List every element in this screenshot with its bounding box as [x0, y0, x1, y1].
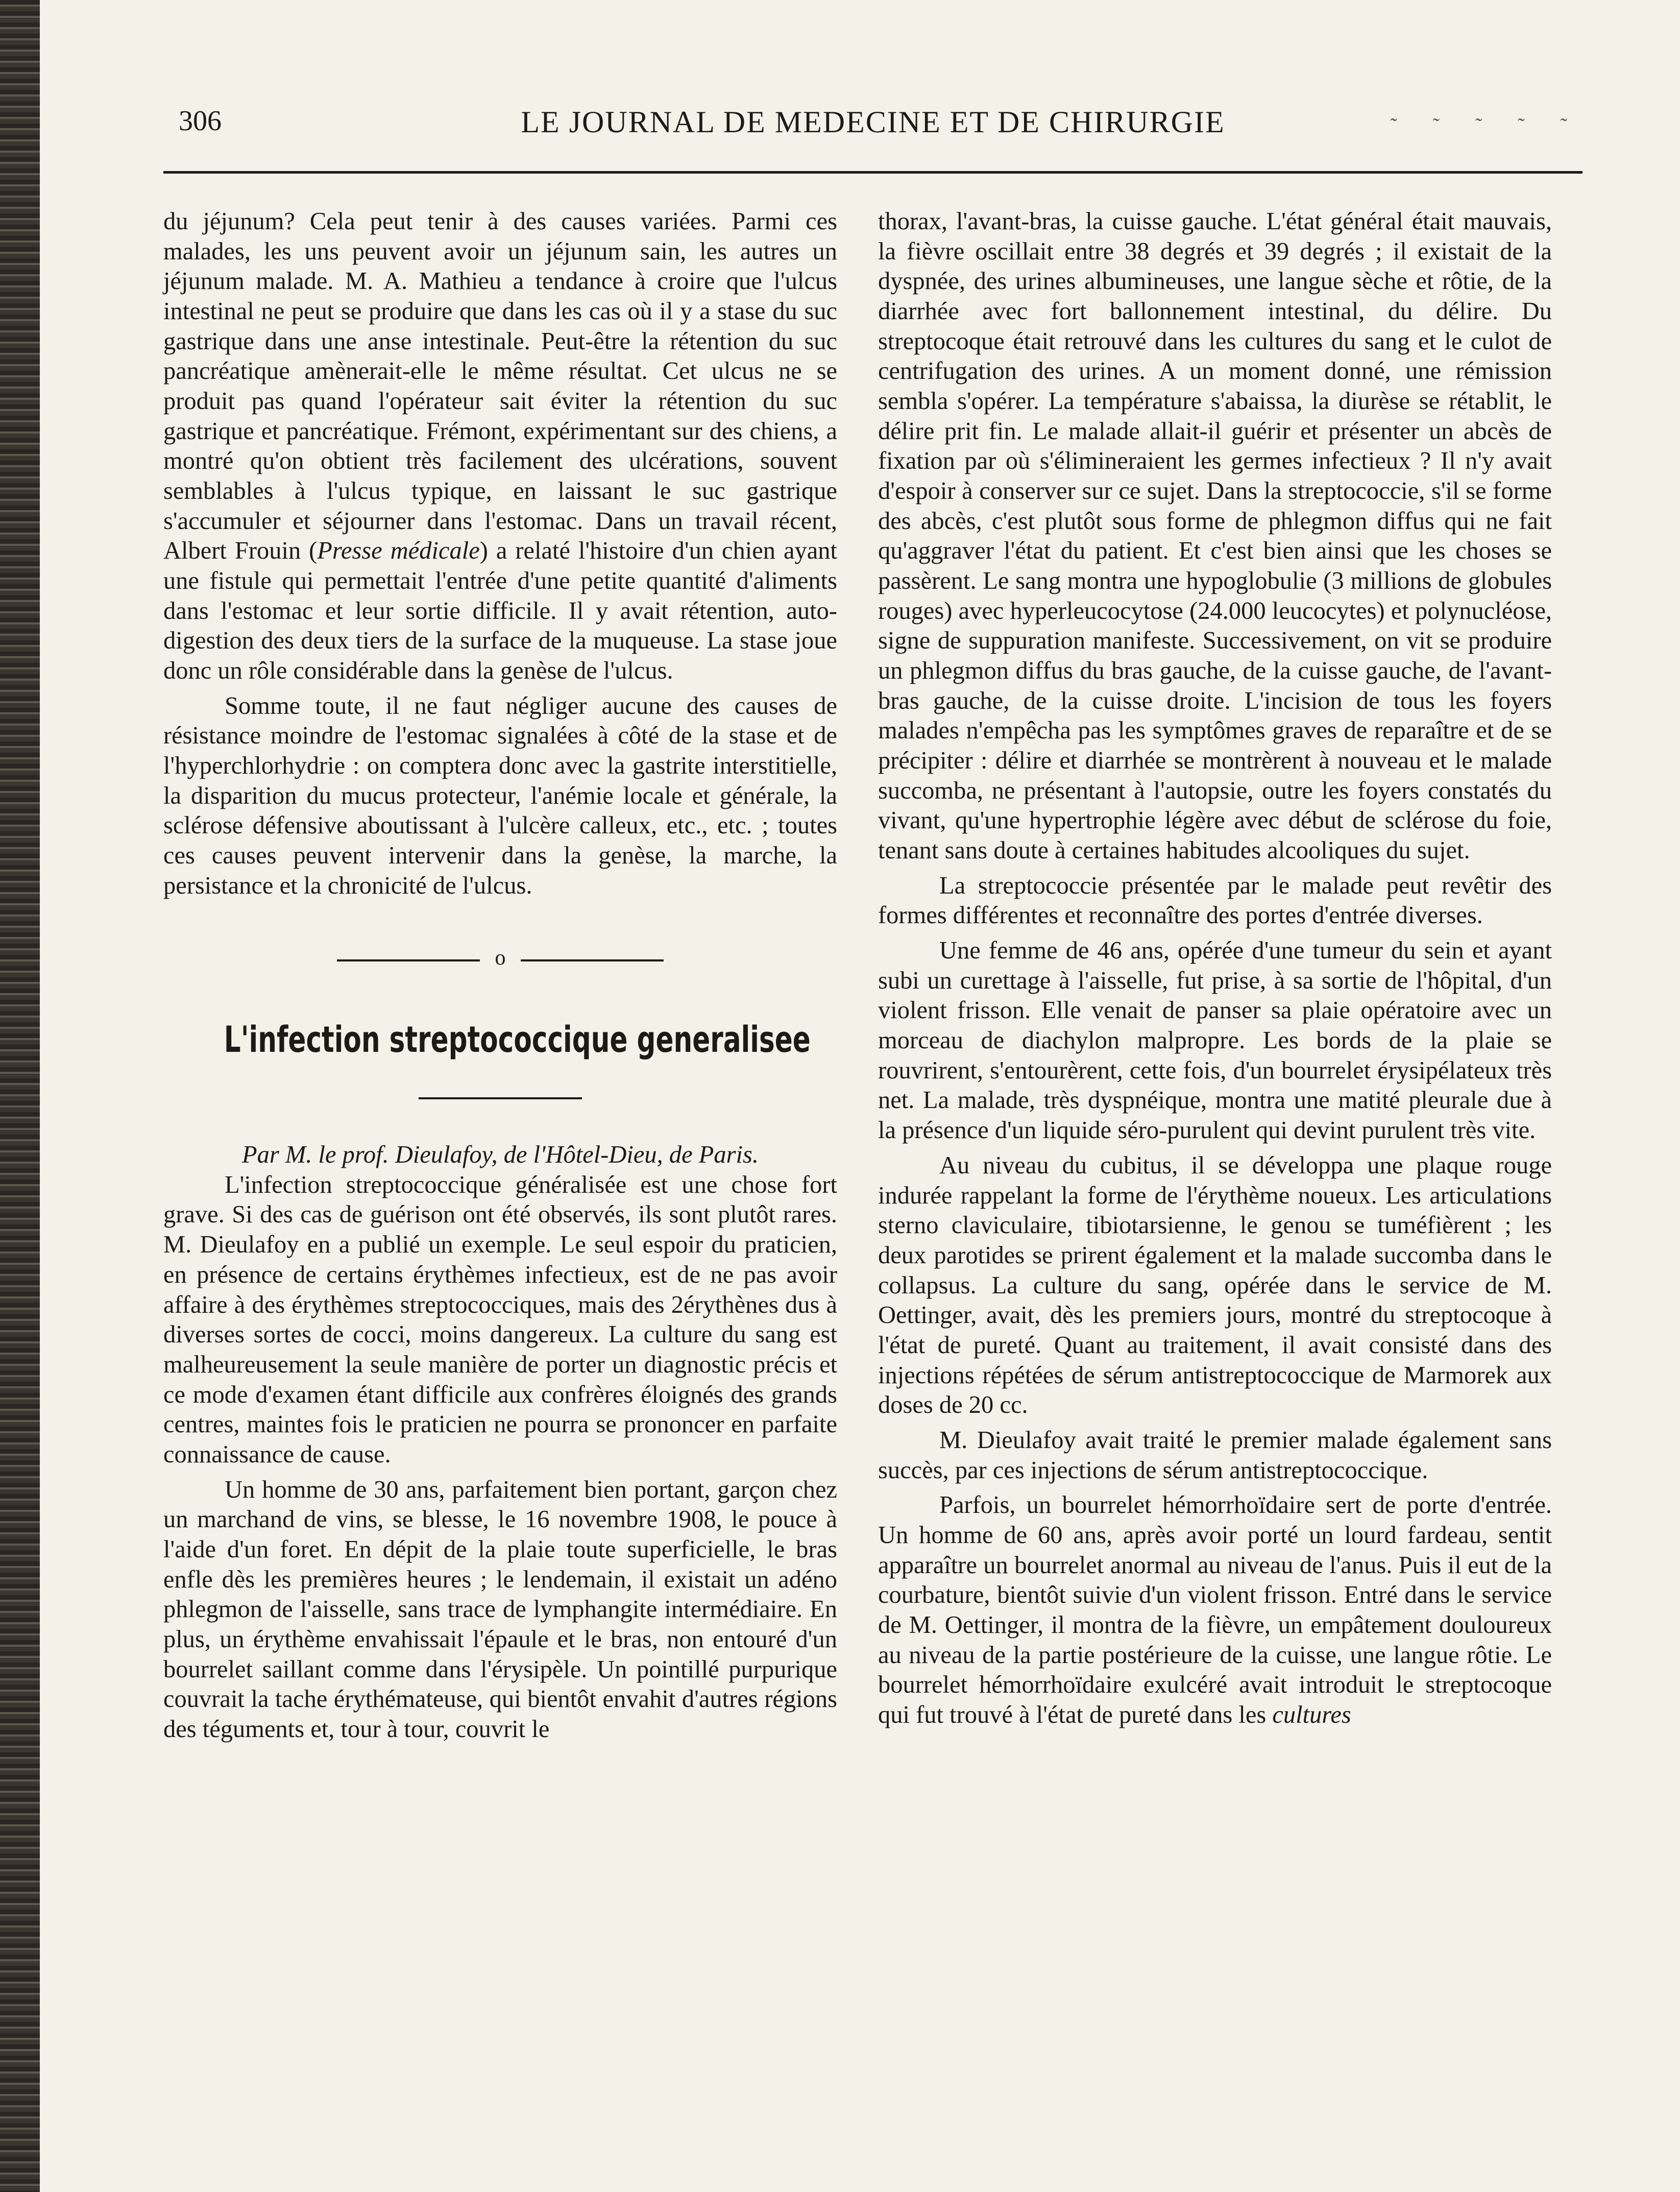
- article-title: L'infection streptococcique generalisee: [224, 1019, 811, 1061]
- paragraph-case-1-continued: thorax, l'avant-bras, la cuisse gauche. L'état général était mauvais, la fièvre oscillait entre 38 degrés et 39 degrés ; il existait de la dyspnée, des urines albumineuses, une langue sèche et rôtie, de la diarrhée avec fort ballonnement intestinal, du délire. Du streptocoque était retrouvé dans les cultures du sang et le culot de centrifugation des urines. A un moment donné, une rémission sembla s'opérer. La température s'abaissa, la diurèse se rétablit, le délire prit fin. Le malade allait-il guérir et présenter un abcès de fixation par où s'élimineraient les germes infectieux ? Il n'y avait d'espoir à conserver sur ce sujet. Dans la streptococcie, s'il se forme des abcès, c'est plutôt sous forme de phlegmon diffus qui ne fait qu'aggraver l'état du patient. Et c'est bien ainsi que les choses se passèrent. Le sang montra une hypoglobulie (3 millions de globules rouges) avec hyperleucocytose (24.000 leucocytes) et polynucléose, signe de suppuration manifeste. Successivement, on vit se produire un phlegmon diffus du bras gauche, de la cuisse gauche, de l'avant-bras gauche, de la cuisse droite. L'incision de tous les foyers malades n'empêcha pas les symptômes graves de reparaître et de se précipiter : délire et diarrhée se montrèrent à nouveau et le malade succomba, ne présentant à l'autopsie, outre les foyers constatés du vivant, qu'une hypertrophie légère avec début de sclérose du foie, tenant sans doute à certaines habitudes alcooliques du sujet.: [878, 208, 1552, 864]
- page-header: [163, 102, 1582, 158]
- page-number: 306: [179, 105, 222, 137]
- book-binding-edge: [0, 0, 40, 2192]
- header-print-marks: ˜ ˜ ˜ ˜ ˜: [1390, 114, 1582, 137]
- paragraph-case-3: Parfois, un bourrelet hémorrhoïdaire sert de porte d'entrée. Un homme de 60 ans, après avoir porté un lourd fardeau, sentit apparaître un bourrelet anormal au niveau de l'anus. Puis il eut de la courbature, bientôt suivie d'un violent frisson. Entré dans le service de M. Oettinger, il montra de la fièvre, un empâtement douloureux au niveau de la partie postérieure de la cuisse, une langue rôtie. Le bourrelet hémorrhoïdaire exulcéré avait introduit le streptocoque qui fut trouvé à l'état de pureté dans les cultures: [878, 1491, 1552, 1728]
- right-column: [878, 207, 1552, 1730]
- header-rule: [163, 171, 1582, 174]
- journal-title: LE JOURNAL DE MEDECINE ET DE CHIRURGIE: [521, 105, 1225, 139]
- paragraph-case-1-start: Un homme de 30 ans, parfaitement bien portant, garçon chez un marchand de vins, se blesse, le 16 novembre 1908, le pouce à l'aide d'un foret. En dépit de la plaie toute superficielle, le bras enfle dès les premières heures ; le lendemain, il existait un adéno phlegmon de l'aisselle, sans trace de lymphangite intermédiaire. En plus, un érythème envahissait l'épaule et le bras, non entouré d'un bourrelet saillant comme dans l'érysipèle. Un pointillé purpurique couvrait la tache érythémateuse, qui bientôt envahit d'autres régions des téguments et, tour à tour, couvrit le: [163, 1476, 837, 1743]
- italic-presse-medicale: Presse médicale: [317, 537, 480, 565]
- paragraph-case-2: Une femme de 46 ans, opérée d'une tumeur du sein et ayant subi un curettage à l'aisselle, fut prise, à sa sortie de l'hôpital, d'un violent frisson. Elle venait de panser sa plaie opératoire avec un morceau de diachylon malpropre. Les bords de la plaie se rouvrirent, s'entourèrent, cette fois, d'un bourrelet érysipélateux très net. La malade, très dyspnéique, montra une matité pleurale due à la présence d'un liquide séro-purulent qui devint purulent très vite.: [878, 937, 1552, 1144]
- title-rule: [419, 1097, 582, 1099]
- paragraph-streptococcie-forms: La streptococcie présentée par le malade peut revêtir des formes différentes et reconnaître des portes d'entrée diverses.: [878, 872, 1552, 929]
- journal-page: [163, 102, 1582, 2139]
- paragraph-cubitus: Au niveau du cubitus, il se développa une plaque rouge indurée rappelant la forme de l'érythème noueux. Les articulations sterno claviculaire, tibiotarsienne, le genou se tuméfièrent ; les deux parotides se prirent également et la malade succomba dans le collapsus. La culture du sang, opérée dans le service de M. Oettinger, avait, dès les premiers jours, montré du streptocoque à l'état de pureté. Quant au traitement, il avait consisté dans des injections répétées de sérum antistreptococcique de Marmorek aux doses de 20 cc.: [878, 1151, 1552, 1419]
- paragraph-ulcus-jejunum: du jéjunum? Cela peut tenir à des causes variées. Parmi ces malades, les uns peuvent avoir un jéjunum sain, les autres un jéjunum malade. M. A. Mathieu a tendance à croire que l'ulcus intestinal ne peut se produire que dans les cas où il y a stase du suc gastrique dans une anse intestinale. Peut-être la rétention du suc pancréatique amènerait-elle le même résultat. Cet ulcus ne se produit pas quand l'opérateur sait éviter la rétention du suc gastrique et pancréatique. Frémont, expérimentant sur des chiens, a montré qu'on obtient très facilement des ulcérations, souvent semblables à l'ulcus typique, en laissant le suc gastrique s'accumuler et séjourner dans l'estomac. Dans un travail récent, Albert Frouin (Presse médicale) a relaté l'histoire d'un chien ayant une fistule qui permettait l'entrée d'une petite quantité d'aliments dans l'estomac et leur sortie difficile. Il y avait rétention, auto-digestion des deux tiers de la surface de la muqueuse. La stase joue donc un rôle considérable dans la genèse de l'ulcus.: [163, 208, 837, 685]
- article-heading: [163, 946, 837, 1170]
- paragraph-somme-toute: Somme toute, il ne faut négliger aucune des causes de résistance moindre de l'estomac signalées à côté de la stase et de l'hyperchlorhydrie : on comptera donc avec la gastrite interstitielle, la disparition du mucus protecteur, l'anémie locale et générale, la sclérose défensive aboutissant à l'ulcère calleux, etc., etc. ; toutes ces causes peuvent intervenir dans la genèse, la marche, la persistance et la chronicité de l'ulcus.: [163, 692, 837, 899]
- paragraph-introduction: L'infection streptococcique généralisée est une chose fort grave. Si des cas de guérison ont été observés, ils sont plutôt rares. M. Dieulafoy en a publié un exemple. Le seul espoir du praticien, en présence de certains érythèmes infectieux, est de ne pas avoir affaire à des érythèmes streptococciques, mais des 2érythènes dus à diverses sortes de cocci, moins dangereux. La culture du sang est malheureusement la seule manière de porter un diagnostic précis et ce mode d'examen étant difficile aux confrères éloignés des grands centres, maintes fois le praticien ne pourra se prononcer en parfaite connaissance de cause.: [163, 1171, 837, 1468]
- paragraph-dieulafoy-treatment: M. Dieulafoy avait traité le premier malade également sans succès, par ces injections de sérum antistreptococcique.: [878, 1426, 1552, 1484]
- left-column: [163, 207, 837, 1745]
- ornament-divider: o: [337, 949, 664, 970]
- article-byline: Par M. le prof. Dieulafoy, de l'Hôtel-Dieu, de Paris.: [241, 1141, 759, 1169]
- italic-cultures: cultures: [1272, 1701, 1351, 1728]
